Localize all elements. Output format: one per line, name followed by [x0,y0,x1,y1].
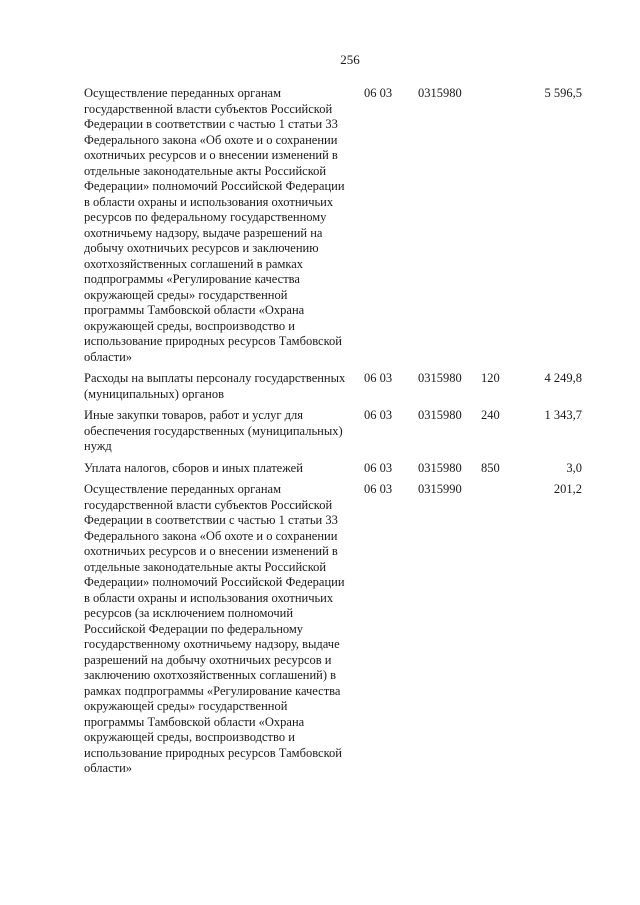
row-description: Расходы на выплаты персоналу государственных (муниципальных) органов [84,371,346,401]
target-article-code: 0315980 [418,408,462,422]
section-code: 06 03 [364,460,393,475]
table-row [84,461,584,477]
amount: 5 596,5 [544,86,582,100]
section-code: 06 03 [364,408,393,422]
table-row [84,482,584,777]
row-description: Осуществление переданных органам государственной власти субъектов Российской Федерации в соответствии с частью 1 статьи 33 Федерального закона «Об охоте и о сохранении охотничьих ресурсов и о внесении изменений в отдельные законодательные акты Российской Федерации» полномочий Российской Федерации в области охраны и использования охотничьих ресурсов по федеральному государственному охотничьему надзору, выдаче разрешений на добычу охотничьих ресурсов и заключению охотхозяйственных соглашений в рамках подпрограммы «Регулирование качества окружающей среды» государственной программы Тамбовской области «Охрана окружающей среды, воспроизводство и использование природных ресурсов Тамбовской области» [84,86,345,364]
amount: 201,2 [553,482,582,496]
section-code: 06 03 [364,371,393,385]
section-code: 06 03 [364,86,393,100]
amount: 3,0 [566,460,582,475]
row-description: Уплата налогов, сборов и иных платежей [84,460,303,475]
page-number: 256 [340,52,360,67]
table-row [84,86,584,365]
row-description: Иные закупки товаров, работ и услуг для обеспечения государственных (муниципальных) нужд [84,408,343,453]
expense-type-code: 850 [481,460,500,475]
section-code: 06 03 [364,482,393,496]
budget-table [84,86,584,777]
target-article-code: 0315990 [418,482,462,496]
amount: 1 343,7 [544,408,582,422]
amount: 4 249,8 [544,371,582,385]
expense-type-code: 120 [481,371,500,385]
target-article-code: 0315980 [418,86,462,100]
target-article-code: 0315980 [418,371,462,385]
table-row [84,371,584,402]
expense-type-code: 240 [481,408,500,422]
target-article-code: 0315980 [418,460,462,475]
table-row [84,408,584,455]
row-description: Осуществление переданных органам государственной власти субъектов Российской Федерации в соответствии с частью 1 статьи 33 Федерального закона «Об охоте и о сохранении охотничьих ресурсов и о внесении изменений в отдельные законодательные акты Российской Федерации» полномочий Российской Федерации в области охраны и использования охотничьих ресурсов (за исключением полномочий Российской Федерации по федеральному государственному охотничьему надзору, выдаче разрешений на добычу охотничьих ресурсов и заключению охотхозяйственных соглашений) в рамках подпрограммы «Регулирование качества окружающей среды» государственной программы Тамбовской области «Охрана окружающей среды, воспроизводство и использование природных ресурсов Тамбовской области» [84,482,345,775]
